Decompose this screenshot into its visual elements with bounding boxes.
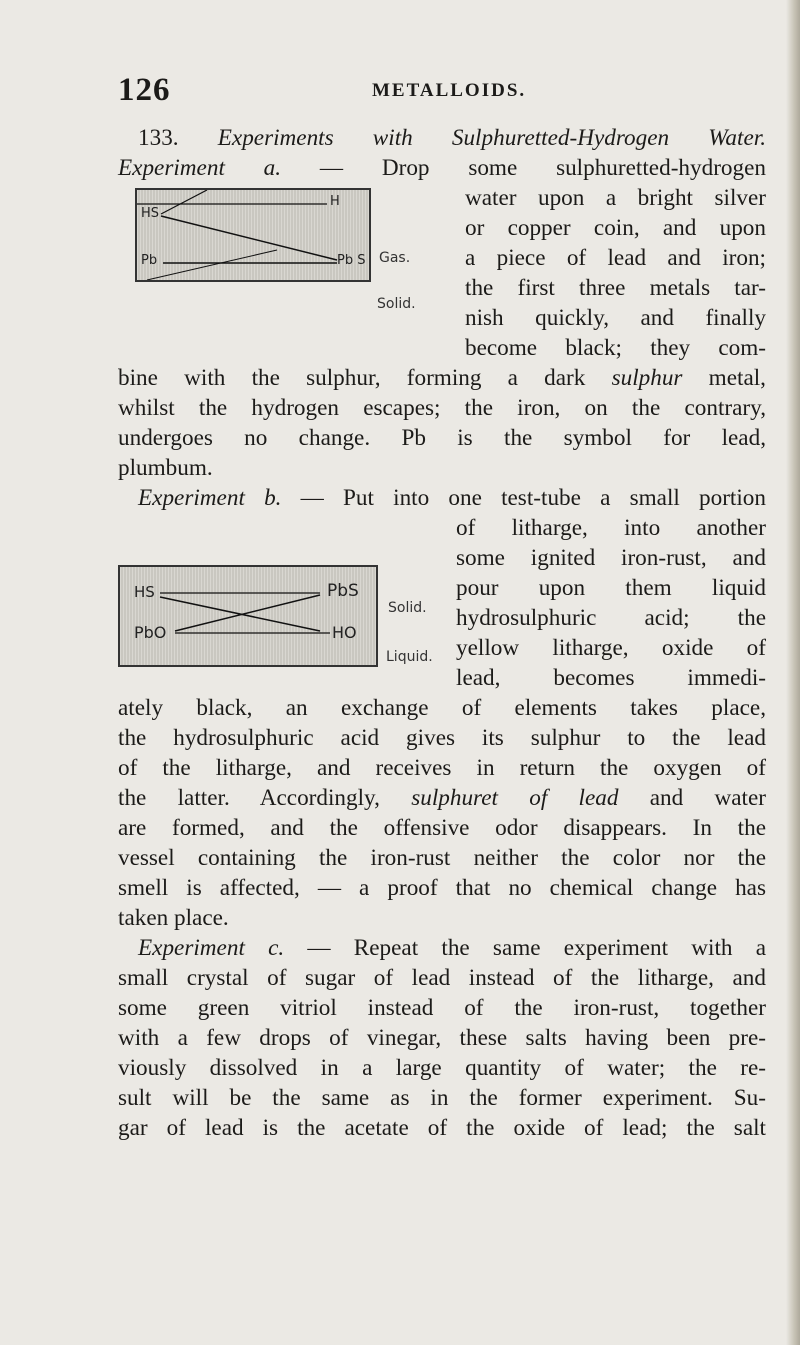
exp-b-label: Experiment b.	[138, 485, 282, 511]
exp-a-line-5: the first three metals tar-	[465, 275, 766, 301]
fig1-label-pb: Pb	[141, 253, 158, 268]
exp-c-line-5: viously dissolved in a large quantity of water; the re-	[118, 1055, 766, 1081]
exp-a-line-11: plumbum.	[118, 455, 213, 481]
fig2-label-pbo: PbO	[134, 623, 167, 642]
fig1-label-hs: HS	[141, 206, 160, 221]
exp-a-line-7: become black; they com-	[465, 335, 766, 361]
exp-a-line-3: or copper coin, and upon	[465, 215, 766, 241]
exp-b-line-11: the latter. Accordingly, sulphuret of lead and water	[118, 785, 766, 811]
exp-b-line-10: of the litharge, and receives in return the oxygen of	[118, 755, 766, 781]
body-text	[118, 123, 766, 1143]
exp-b-line-14: smell is affected, — a proof that no chemical change has	[118, 875, 766, 901]
exp-b-line-1: Experiment b. — Put into one test-tube a small portion	[138, 485, 766, 511]
exp-a-line-8: bine with the sulphur, forming a dark sulphur metal,	[118, 365, 766, 391]
exp-c-line-2: small crystal of sugar of lead instead of the litharge, and	[118, 965, 766, 991]
exp-b-line-2: of litharge, into another	[456, 515, 766, 541]
fig2-label-hs: HS	[134, 583, 155, 601]
exp-c-line-6: sult will be the same as in the former experiment. Su-	[118, 1085, 766, 1111]
exp-a-line-6: nish quickly, and finally	[465, 305, 766, 331]
fig1-label-pbs: Pb S	[337, 253, 366, 268]
fig2-state-solid: Solid.	[388, 600, 427, 616]
exp-b-line-4: pour upon them liquid	[456, 575, 766, 601]
exp-a-label: Experiment a.	[118, 155, 282, 181]
exp-b-line-7: lead, becomes immedi-	[456, 665, 766, 691]
exp-c-line-3: some green vitriol instead of the iron-rust, together	[118, 995, 766, 1021]
fig1-state-solid: Solid.	[377, 296, 416, 312]
exp-c-line-1: Experiment c. — Repeat the same experiment with a	[138, 935, 766, 961]
exp-c-line-7: gar of lead is the acetate of the oxide of lead; the salt	[118, 1115, 766, 1141]
exp-b-line-15: taken place.	[118, 905, 229, 931]
running-head: METALLOIDS.	[372, 80, 527, 101]
exp-b-line-8: ately black, an exchange of elements takes place,	[118, 695, 766, 721]
exp-a-line-2: water upon a bright silver	[465, 185, 766, 211]
exp-b-line-12: are formed, and the offensive odor disappears. In the	[118, 815, 766, 841]
exp-a-line-1: Experiment a. — Drop some sulphuretted-hydrogen	[118, 155, 766, 181]
exp-c-line-4: with a few drops of vinegar, these salts having been pre-	[118, 1025, 766, 1051]
exp-b-line-9: the hydrosulphuric acid gives its sulphur to the lead	[118, 725, 766, 751]
exp-b-line-3: some ignited iron-rust, and	[456, 545, 766, 571]
page-number: 126	[118, 72, 171, 108]
fig1-label-h: H	[330, 194, 340, 209]
exp-b-line-5: hydrosulphuric acid; the	[456, 605, 766, 631]
section-heading	[118, 123, 766, 153]
fig2-label-ho: HO	[332, 623, 357, 642]
exp-a-line-4: a piece of lead and iron;	[465, 245, 766, 271]
section-title: Experiments with Sulphuretted-Hydrogen Water.	[217, 125, 767, 151]
exp-b-line-13: vessel containing the iron-rust neither the color nor the	[118, 845, 766, 871]
page-header	[0, 72, 800, 112]
fig2-label-pbs: PbS	[327, 581, 359, 601]
exp-b-line-6: yellow litharge, oxide of	[456, 635, 766, 661]
section-number: 133.	[138, 125, 179, 151]
fig2-state-liquid: Liquid.	[386, 649, 433, 665]
exp-a-line-10: undergoes no change. Pb is the symbol for lead,	[118, 425, 766, 451]
fig1-state-gas: Gas.	[379, 250, 411, 266]
page-edge-shadow	[786, 0, 800, 1345]
exp-a-line-9: whilst the hydrogen escapes; the iron, on the contrary,	[118, 395, 766, 421]
exp-c-label: Experiment c.	[138, 935, 285, 961]
